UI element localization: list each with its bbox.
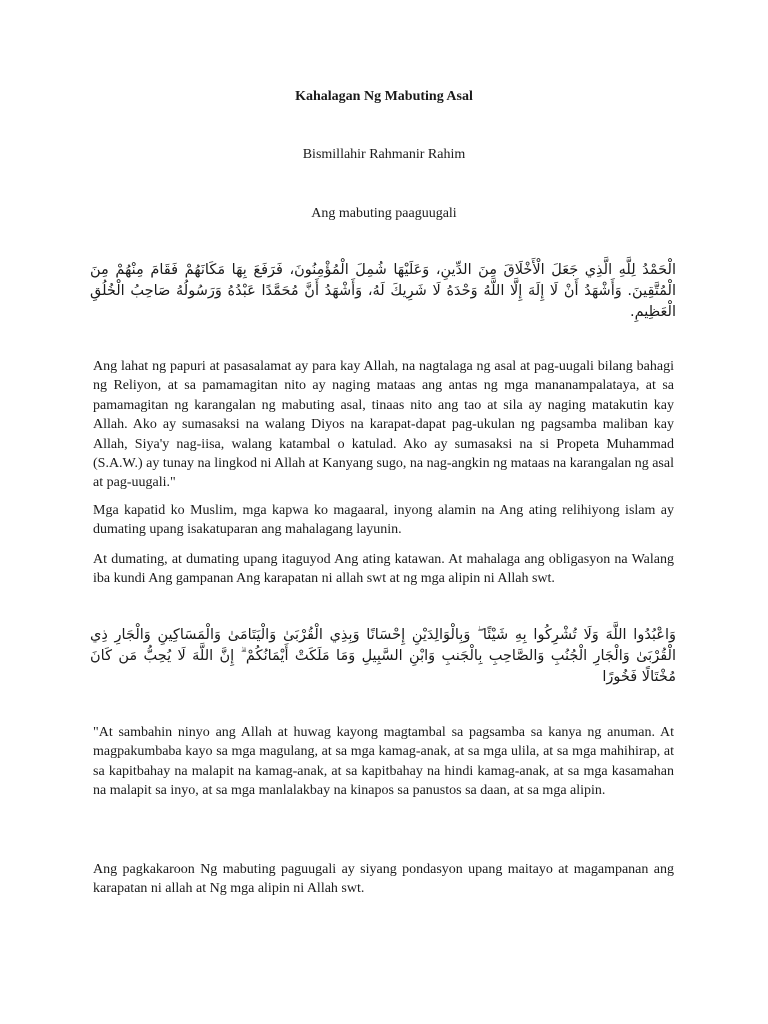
arabic-quran-verse: وَاعْبُدُوا اللَّهَ وَلَا تُشْرِكُوا بِهِ شَيْئًا ۖ وَبِالْوَالِدَيْنِ إِحْسَانًا وَبِذِي الْقُرْبَىٰ وَالْيَتَامَىٰ وَالْمَسَاكِينِ وَالْجَارِ ذِي الْقُرْبَىٰ وَالْجَارِ الْجُنُبِ وَالصَّاحِبِ بِالْجَنبِ وَابْنِ السَّبِيلِ وَمَا مَلَكَتْ أَيْمَانُكُمْ ۗ إِنَّ اللَّهَ لَا يُحِبُّ مَن كَانَ مُخْتَالًا فَخُورًا — [90, 627, 676, 685]
paragraph-conclusion: Ang pagkakaroon Ng mabuting paguugali ay siyang pondasyon upang maitayo at magampanan ang karapatan ni allah at Ng mga alipin ni Allah swt. — [93, 862, 674, 897]
paragraph-address: Mga kapatid ko Muslim, mga kapwa ko magaaral, inyong alamin na Ang ating relihiyong islam ay dumating upang isakatuparan ang mahalagang layunin. — [93, 503, 674, 538]
document-subtitle: Ang mabuting paaguugali — [311, 206, 457, 221]
paragraph-verse-translation: "At sambahin ninyo ang Allah at huwag kayong magtambal sa pagsamba sa kanya ng anuman. At magpakumbaba kayo sa mga magulang, at sa mga kamag-anak, at sa mga ulila, at sa mga mahihirap, at sa kapitbahay na malapit na kamag-anak, at sa kapitbahay na hindi kamag-anak, at sa mga kasamahan na malapit sa inyo, at sa mga manlalakbay na kinapos sa panustos sa daan, at sa mga alipin. — [93, 725, 674, 799]
bismillah-line: Bismillahir Rahmanir Rahim — [302, 147, 466, 162]
arabic-opening-text: الْحَمْدُ لِلَّهِ الَّذِي جَعَلَ الْأَخْلَاقَ مِنَ الدِّينِ، وَعَلَيْهَا شُمِلَ الْمُؤْمِنُونَ، فَرَفَعَ بِهَا مَكَانَهُمْ فَقَامَ مِنْهُمْ مِنَ الْمُتَّقِينَ. وَأَشْهَدُ أَنْ لَا إِلَهَ إِلَّا اللَّهُ وَحْدَهُ لَا شَرِيكَ لَهُ، وَأَشْهَدُ أَنَّ مُحَمَّدًا عَبْدُهُ وَرَسُولُهُ صَاحِبُ الْخُلُقِ الْعَظِيمِ. — [90, 262, 676, 320]
paragraph-obligation: At dumating, at dumating upang itaguyod Ang ating katawan. At mahalaga ang obligasyon na Walang iba kundi Ang gampanan Ang karapatan ni allah swt at ng mga alipin ni Allah swt. — [93, 552, 674, 587]
paragraph-praise: Ang lahat ng papuri at pasasalamat ay para kay Allah, na nagtalaga ng asal at pag-uugali bilang bahagi ng Reliyon, at sa pamamagitan nito ay naging mataas ang antas ng mga mananampalataya, at sa pamamagitan ng karangalan ng mabuting asal, tinaas nito ang tao at sila ay naging matakutin kay Allah. Ako ay sumasaksi na walang Diyos na karapat-dapat pag-ukulan ng pagsamba maliban kay Allah, Siya'y nag-iisa, walang katambal o katulad. Ako ay sumasaksi na si Propeta Muhammad (S.A.W.) ay tunay na lingkod ni Allah at Kanyang sugo, na nag-angkin ng mataas na karangalan ng asal at pag-uugali." — [93, 359, 674, 491]
document-title: Kahalagan Ng Mabuting Asal — [295, 89, 473, 104]
